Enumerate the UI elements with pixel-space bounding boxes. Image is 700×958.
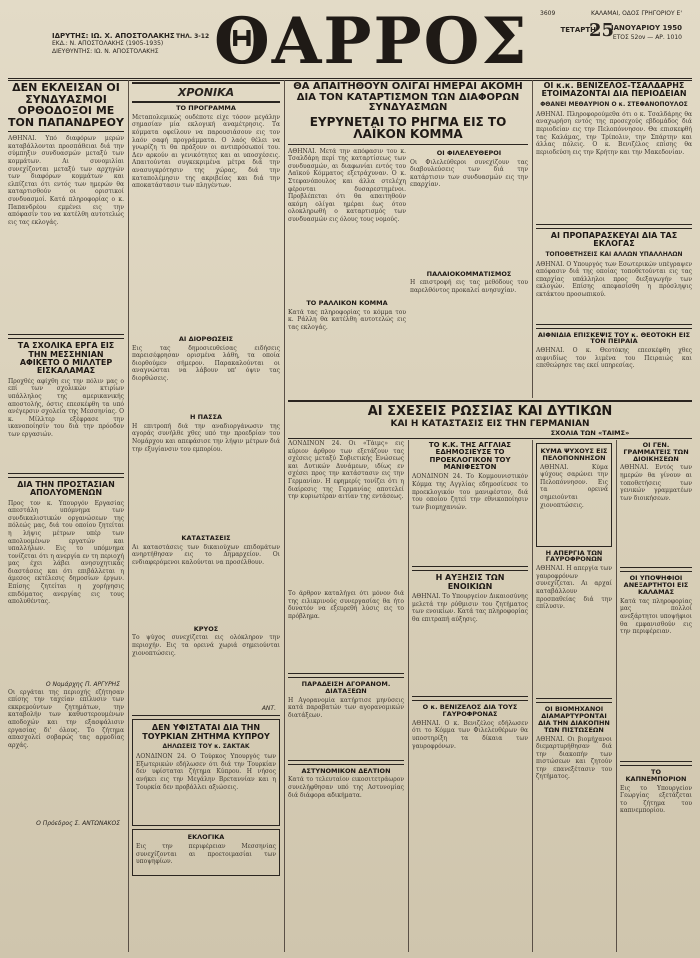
weekday: ΤΕΤΑΡΤΗ [560,26,596,34]
subhead-stefanopoulos: ΦΘΑΝΕΙ ΜΕΘΑΥΡΙΟΝ Ο κ. ΣΤΕΦΑΝΟΠΟΥΛΟΣ [540,100,688,108]
article-rents: ΑΘΗΝΑΙ. Το Υπουργείον Δικαιοσύνης μελετά την ρύθμισιν του ζητήματος των ενοικίων. Κατά τας πληροφορίας θα επιτραπή αύξησις. [412,593,528,623]
subhead-times: ΣΧΟΛΙΑ ΤΩΝ «ΤΑΙΜΣ» [550,429,630,437]
column-3b-lower [412,440,528,952]
headline-venizelos-tsaldaris: ΟΙ κ.κ. ΒΕΝΙΖΕΛΟΣ-ΤΣΑΛΔΑΡΗΣ ΕΤΟΙΜΑΖΟΝΤΑΙ ΔΙΑ ΠΕΡΙΟΔΕΙΑΝ [541,81,687,99]
article-strike: ΑΘΗΝΑΙ. Η απεργία των γαυροφρόνων συνεχίζεται. Αι αρχαί καταβάλλουν προσπαθείας διά την επίλυσιν. [536,565,612,611]
article-election-prep: ΑΘΗΝΑΙ. Ο Υπουργός των Εσωτερικών υπέγραψεν απόφασιν διά της οποίας τοποθετούνται εις τας επαρχίας υπάλληλοι προς διεξαγωγήν των εκλογών. Επίσης απεφασίσθη η πρόσληψις εκτάκτου προσωπικού. [536,260,692,298]
article-police: Κατά το τελευταίον εικοσιτετράωρον συνελήφθησαν υπό της Αστυνομίας διά διάφορα αδικήματα. [288,776,404,799]
article-rallis-party: Κατά τας πληροφορίας το κόμμα του κ. Ράλλη θα κατέλθη αυτοτελώς εις τας εκλογάς. [288,308,406,331]
headline-passa: Η ΠΑΣΣΑ [189,413,223,421]
article-lists: Αι καταστάσεις των δικαιούχων επιδομάτων ανηρτήθησαν εις το Δημαρχείον. Οι ενδιαφερόμενοι καλούνται να προσέλθουν. [132,543,280,566]
headline-venizelos-gavrofrones: Ο κ. ΒΕΝΙΖΕΛΟΣ ΔΙΑ ΤΟΥΣ ΓΑΥΡΟΦΡΟΝΑΣ [422,703,518,718]
article-liberals: Οι Φιλελεύθεροι συνεχίζουν τας διαβουλεύσεις των διά την κατάρτισιν των συνδυασμών εις την επαρχίαν. [410,158,528,189]
article-school-works: Προχθές αφίχθη εις την πόλιν μας ο επί των σχολικών κτιρίων υπάλληλος της αμερικανικής αποστολής, όστις επεσκέφθη τα υπό ανέγερσιν σχολεία της Μεσσηνίας. Ο κ. Μίλλτερ εξέφρασε την ικανοποίησίν του διά την πρόοδον των εργασιών. [8,377,124,438]
headline-theotokis: ΑΙΦΝΙΔΙΑ ΕΠΙΣΚΕΨΙΣ ΤΟΥ κ. ΘΕΟΤΟΚΗ ΕΙΣ ΤΟΝ ΠΕΙΡΑΙΑ [537,330,691,346]
article-candidates: Κατά τας πληροφορίας μας πολλοί ανεξάρτητοι υποψήφιοι θα εμφανισθούν εις την περιφέρειαν. [620,597,692,636]
headline-rift: ΕΥΡΥΝΕΤΑΙ ΤΟ ΡΗΓΜΑ ΕΙΣ ΤΟ ΛΑΪΚΟΝ ΚΟΜΜΑ [309,114,507,142]
article-old-politics: Η επιστροφή εις τας μεθόδους του παρελθόντος προκαλεί ανησυχίαν. [410,279,528,294]
chronika-heading: ΧΡΟΝΙΚΑ [132,82,280,103]
month-year: ΙΑΝΟΥΑΡΙΟΥ 1950 [611,24,682,32]
headline-turkey-cyprus: ΔΕΝ ΥΦΙΣΤΑΤΑΙ ΔΙΑ ΤΗΝ ΤΟΥΡΚΙΑΝ ΖΗΤΗΜΑ ΚΥΠΡΟΥ [142,723,270,741]
headline-liberals: ΟΙ ΦΙΛΕΛΕΥΘΕΡΟΙ [436,148,502,157]
article-market-violations: Η Αγορανομία κατήρτισε μηνύσεις κατά παραβατών των αγορανομικών διατάξεων. [288,696,404,719]
headline-program: ΤΟ ΠΡΟΓΡΑΜΜΑ [176,104,236,112]
headline-tobacco: ΤΟ ΚΑΠΝΕΜΠΟΡΙΟΝ [625,767,687,783]
article-program: Μεταπολεμικώς ουδέποτε είχε τόσον μεγάλην σημασίαν μία εκλογική αναμέτρησις. Τα κόμματα οφείλουν να παρουσιάσουν εις τον λαόν σαφή προγράμματα. Ο λαός θέλει να γνωρίζη τι θα πράξουν οι αντιπρόσωποί του. Δεν αρκούν αι γενικότητες και αι υποσχέσεις. Απαιτούνται συγκεκριμένα μέτρα διά την ανασυγκρότησιν της χώρας, διά την καταπολέμησιν της ακριβείας και διά την αποκατάστασιν των πληγέντων. [132,113,280,190]
headline-cold-wave: ΚΥΜΑ ΨΥΧΟΥΣ ΕΙΣ ΠΕΛΟΠΟΝΝΗΣΟΝ [540,447,608,462]
article-industrialists: ΑΘΗΝΑΙ. Οι βιομήχανοι διεμαρτυρήθησαν διά την διακοπήν των πιστώσεων και ζητούν την επανεξέτασιν του ζητήματος. [536,735,612,781]
article-coalitions: ΑΘΗΝΑΙ. Υπό διαφόρων μερών καταβάλλονται προσπάθειαι διά την σύμπηξιν συνδυασμών μεταξύ των κομμάτων. Αι συνομιλίαι συνεχίζονται μεταξύ των αρχηγών των διαφόρων κομμάτων και ελπίζεται ότι εντός των ημερών θα καταρτισθούν οι οριστικοί συνδυασμοί. Κατά πληροφορίας ο κ. Παπανδρέου εμμένει εις την απόφασίν του να κατέλθη αυτοτελώς εις τας εκλογάς. [8,135,124,226]
column-3a-lower [288,440,404,952]
headline-germany: ΚΑΙ Η ΚΑΤΑΣΤΑΣΙΣ ΕΙΣ ΤΗΝ ΓΕΡΜΑΝΙΑΝ [390,419,590,429]
headline-old-politics: ΠΑΛΑΙΟΚΟΜΜΑΤΙΣΜΟΣ [426,269,512,278]
column-2-lower [132,412,280,952]
headline-corrections: ΑΙ ΔΙΟΡΘΩΣΕΙΣ [178,334,234,343]
headline-rents: Η ΑΥΞΗΣΙΣ ΤΩΝ ΕΝΟΙΚΙΩΝ [435,573,505,591]
wide-headline-block [288,400,692,439]
subhead-saktak: ΔΗΛΩΣΕΙΣ ΤΟΥ κ. ΣΑΚΤΑΚ [162,743,250,751]
article-dismissed: Προς τον κ. Υπουργόν Εργασίας απεστάλη υπόμνημα των συνδικαλιστικών οργανώσεων της πόλεώς μας, διά του οποίου ζητείται η λήψις μέτρων υπέρ των απολυομένων εργατών και υπαλλήλων. Εις το υπόμνημα τονίζεται ότι η ανεργία εν τη περιοχή μας έχει λάβει ανησυχητικάς διαστάσεις και ότι επιβάλλεται η άμεσος εκτέλεσις δημοσίων έργων. Επίσης ζητείται η χορήγησις επιδόματος ανεργίας εις τους απολυθέντας. [8,499,124,606]
headline-secretaries: ΟΙ ΓΕΝ. ΓΡΑΜΜΑΤΕΙΣ ΤΩΝ ΔΙΟΙΚΗΣΕΩΝ [623,441,689,463]
article-venizelos-gavrofrones: ΑΘΗΝΑΙ. Ο κ. Βενιζέλος εδήλωσεν ότι το Κόμμα των Φιλελευθέρων θα υποστηρίξη τα δίκαια των γαυροφρόνων. [412,719,528,750]
headline-uk-communists: ΤΟ Κ.Κ. ΤΗΣ ΑΓΓΛΙΑΣ ΕΔΗΜΟΣΙΕΥΣΕ ΤΟ ΠΡΟΕΚΛΟΓΙΚΟΝ ΤΟΥ ΜΑΝΙΦΕΣΤΟΝ [428,441,512,472]
headline-industrialists: ΟΙ ΒΙΟΜΗΧΑΝΟΙ ΔΙΑΜΑΡΤΥΡΟΝΤΑΙ ΔΙΑ ΤΗΝ ΔΙΑΚΟΠΗΝ ΤΩΝ ΠΙΣΤΩΣΕΩΝ [538,705,610,734]
article-uk-communists: ΛΟΝΔΙΝΟΝ 24. Το Κομμουνιστικόν Κόμμα της Αγγλίας εδημοσίευσε το προεκλογικόν του μανιφέστον, διά του οποίου ζητεί την εθνικοποίησιν των βιομηχανιών. [412,473,528,511]
headline-school-works: ΤΑ ΣΧΟΛΙΚΑ ΕΡΓΑ ΕΙΣ ΤΗΝ ΜΕΣΣΗΝΙΑΝ ΑΦΙΚΕΤΟ Ο ΜΙΛΛΤΕΡ ΕΙΣΚΑΛΑΜΑΣ [17,341,115,376]
article-cold-wave: ΑΘΗΝΑΙ. Κύμα ψύχους σαρώνει την Πελοπόννησον. Εις τα ορεινά σημειούνται χιονοπτώσεις. [540,463,608,509]
subhead-placements: ΤΟΠΟΘΕΤΗΣΕΙΣ ΚΑΙ ΑΛΛΩΝ ΥΠΑΛΛΗΛΩΝ [545,250,683,258]
publisher-line: ΕΚΔ.: Ν. ΑΠΟΣΤΟΛΑΚΗΣ (1905-1935) [52,40,164,47]
masthead [8,6,692,81]
article-rift: ΑΘΗΝΑΙ. Μετά την απόφασιν του κ. Τσαλδάρη περί της καταρτίσεως των συνδυασμών, αι διαφωνίαι εντός του Λαϊκού Κόμματος εξετράχυναν. Ο κ. Στεφανόπουλος και άλλα στελέχη φέρονται δυσαρεστημένοι. Προβλέπεται ότι θα απαιτηθούν ακόμη ολίγαι ημέραι έως ότου ολοκληρωθή ο καταρτισμός των συνδυασμών εις όλους τους νομούς. [288,147,406,224]
director-line: ΔΙΕΥΘΥΝΤΗΣ: ΙΩ. Ν. ΑΠΟΣΤΟΛΑΚΗΣ [52,48,159,55]
article-tobacco: Εις το Υπουργείον Γεωργίας εξετάζεται το ζήτημα του καπνεμπορίου. [620,784,692,815]
article-dismissed-cont: Οι εργάται της περιοχής εζήτησαν επίσης την ταχείαν επίλυσιν των εκκρεμούντων ζητημάτων, την καταβολήν των καθυστερουμένων αποδοχών και την εξασφάλισιν εργασίας δι' όλους. Το ζήτημα απασχολεί σοβαρώς τας αρμοδίας αρχάς. [8,688,124,749]
headline-strike: Η ΑΠΕΡΓΙΑ ΤΩΝ ΓΑΥΡΟΦΡΟΝΩΝ [545,548,603,564]
signature-president: Ο Πρόεδρος Σ. ΑΝΤΩΝΑΚΟΣ [36,819,120,827]
phone-line: ΤΗΛ. 3-12 [176,33,210,40]
article-theotokis: ΑΘΗΝΑΙ. Ο κ. Θεοτόκης επεσκέφθη χθες αιφνιδίως τον λιμένα του Πειραιώς και επεθεώρησε τας εκεί υπηρεσίας. [536,347,692,370]
article-cold: Το ψύχος συνεχίζεται εις ολόκληρον την περιοχήν. Εις τα ορεινά χωριά σημειούνται χιονοπτώσεις. [132,634,280,657]
chronika-signature: ΑΝΤ. [261,705,276,713]
headline-police: ΑΣΤΥΝΟΜΙΚΟΝ ΔΕΛΤΙΟΝ [301,766,391,775]
headline-lists: ΚΑΤΑΣΤΑΣΕΙΣ [181,533,231,542]
headline-market-violations: ΠΑΡΑΔΕΙΣΗ ΑΓΟΡΑΝΟΜ. ΔΙΑΤΑΞΕΩΝ [301,680,391,695]
founder-line: ΙΔΡΥΤΗΣ: ΙΩ. Χ. ΑΠΟΣΤΟΛΑΚΗΣ [52,32,175,40]
column-3-top [288,80,528,398]
headline-rallis-party: ΤΟ ΡΑΛΛΙΚΟΝ ΚΟΜΜΑ [306,298,388,307]
headline-electoral: ΕΚΛΟΓΙΚΑ [187,833,225,842]
headline-candidates: ΟΙ ΥΠΟΨΗΦΙΟΙ ΑΝΕΞΑΡΤΗΤΟΙ ΕΙΣ ΚΑΛΑΜΑΣ [623,574,689,597]
article-corrections: Εις τας δημοσιευθείσας ειδήσεις παρεισέφρησαν ορισμένα λάθη, τα οποία διορθούμεν σήμερον. Παρακαλούνται οι αναγνώσται να λάβουν υπ' όψιν τας διορθώσεις. [132,344,280,382]
newspaper-title: ΘΑΡΡΟΣ [214,4,529,79]
article-electoral: Εις την περιφέρειαν Μεσσηνίας συνεχίζονται αι προετοιμασίαι των υποψηφίων. [136,843,276,866]
article-secretaries: ΑΘΗΝΑΙ. Εντός των ημερών θα γίνουν αι τοποθετήσεις των γενικών γραμματέων των διοικήσεων. [620,464,692,502]
column-1 [8,80,124,952]
article-passa: Η επιτροπή διά την αναδιοργάνωσιν της αγοράς συνήλθε χθες υπό την προεδρίαν του Νομάρχου και απεφάσισε την λήψιν μέτρων διά την εξυγίανσιν του εμπορίου. [132,422,280,453]
headline-election-prep: ΑΙ ΠΡΟΠΑΡΑΣΚΕΥΑΙ ΔΙΑ ΤΑΣ ΕΚΛΟΓΑΣ [550,230,678,249]
article-russia-west: ΛΟΝΔΙΝΟΝ 24. Οι «Τάιμς» εις κύριον άρθρον των εξετάζουν τας σχέσεις μεταξύ Σοβιετικής Ενώσεως και Δυτικών Δυνάμεων, ιδίως εν σχέσει προς την κατάστασιν εις την Γερμανίαν. Η εφημερίς τονίζει ότι η διαίρεσις της Γερμανίας αποτελεί την κυριωτέραν αιτίαν της εντάσεως. [288,440,404,501]
issue-year: ΕΤΟΣ 52ον — ΑΡ. 1010 [612,34,682,41]
headline-dismissed: ΔΙΑ ΤΗΝ ΠΡΟΣΤΑΣΙΑΝ ΑΠΟΛΥΟΜΕΝΩΝ [17,479,115,498]
date-day: 25 [588,20,614,41]
columns-area [8,80,692,952]
issue-number: 3609 [540,10,556,17]
article-turkey-cyprus: ΛΟΝΔΙΝΟΝ 24. Ο Τούρκος Υπουργός των Εξωτερικών εδήλωσεν ότι διά την Τουρκίαν δεν υφίσταται ζήτημα Κύπρου. Η νήσος ανήκει εις την Μεγάλην Βρεταννίαν και η Τουρκία δεν προβάλλει αξιώσεις. [136,753,276,791]
headline-few-days: ΘΑ ΑΠΑΙΤΗΘΟΥΝ ΟΛΙΓΑΙ ΗΜΕΡΑΙ ΑΚΟΜΗ ΔΙΑ ΤΟΝ ΚΑΤΑΡΤΙΣΜΟΝ ΤΩΝ ΔΙΑΦΟΡΩΝ ΣΥΝΔΥΑΣΜΩΝ [293,81,523,113]
article-russia-west-cont: Το άρθρον καταλήγει ότι μόνον διά της ειλικρινούς συνεργασίας θα ήτο δυνατόν να εξευρεθή λύσις εις το πρόβλημα. [288,590,404,620]
column-4-top [536,80,692,398]
headline-cold: ΚΡΥΟΣ [193,624,219,633]
headline-russia-west: ΑΙ ΣΧΕΣΕΙΣ ΡΩΣΣΙΑΣ ΚΑΙ ΔΥΤΙΚΩΝ [367,404,613,419]
column-4a-lower [536,440,612,952]
signature-prefect: Ο Νομάρχης Π. ΑΡΓΥΡΗΣ [45,680,120,688]
headline-coalitions: ΔΕΝ ΕΚΛΕΙΣΑΝ ΟΙ ΣΥΝΔΥΑΣΜΟΙ ΟΡΘΟΔΟΞΟΙ ΜΕ ΤΟΝ ΠΑΠΑΝΔΡΕΟΥ [8,81,124,129]
address-line: ΚΑΛΑΜΑΙ, ΟΔΟΣ ΓΡΗΓΟΡΙΟΥ Ε' [590,10,682,17]
article-tour: ΑΘΗΝΑΙ. Πληροφορούμεθα ότι ο κ. Τσαλδάρης θα αναχωρήση εντός της προσεχούς εβδομάδος διά περιοδείαν εις την Πελοπόννησον. Θα επισκεφθή τας Καλάμας, την Τρίπολιν, την Σπάρτην και άλλας πόλεις. Ο κ. Βενιζέλος επίσης θα περιοδεύση εις την Κρήτην και την Μακεδονίαν. [536,110,692,156]
column-4b-lower [620,440,692,952]
